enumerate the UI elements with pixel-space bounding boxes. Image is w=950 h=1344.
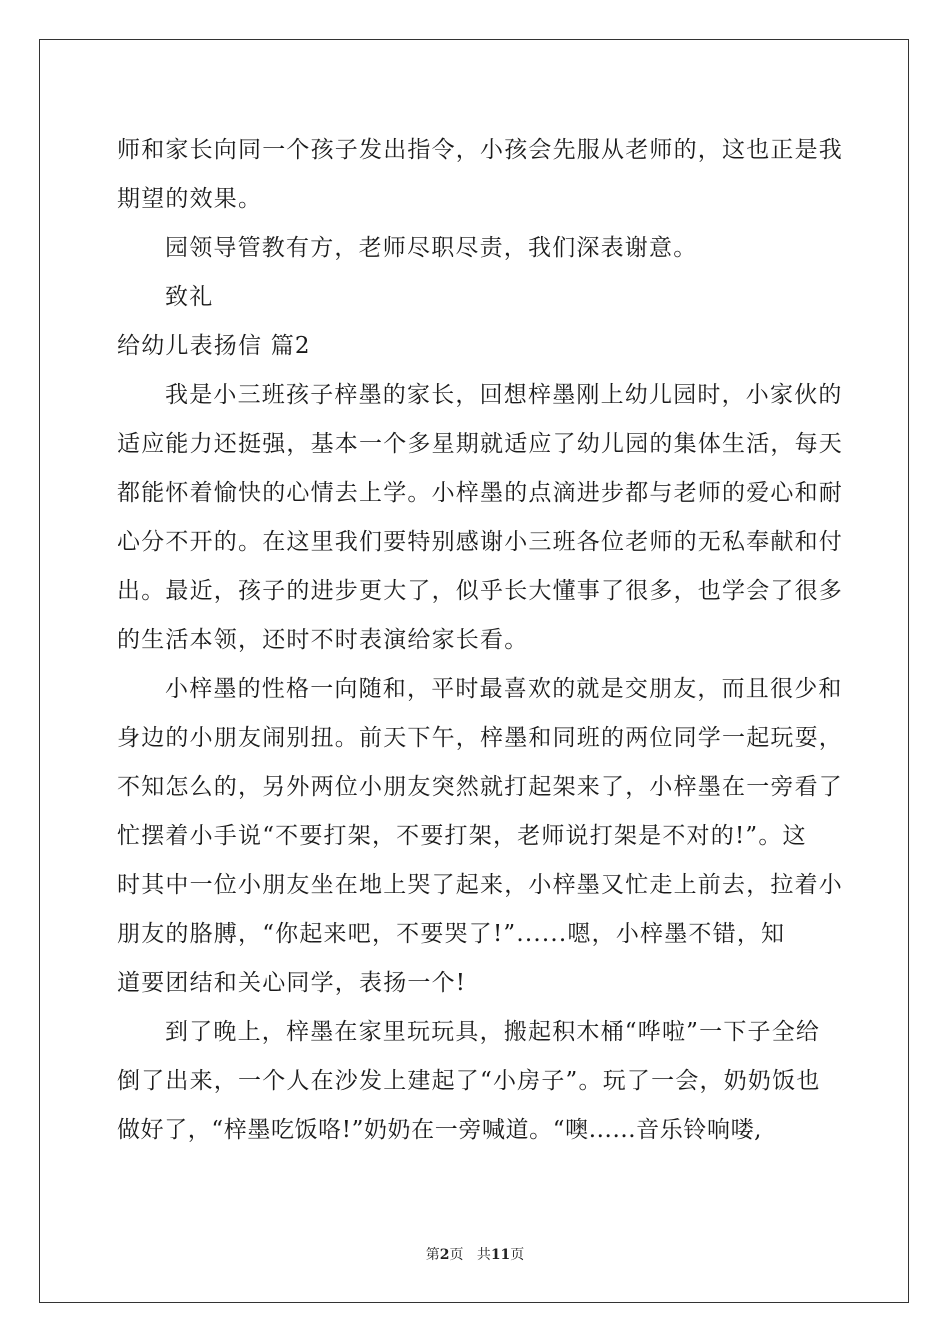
text-line: 的生活本领，还时不时表演给家长看。 <box>117 627 529 653</box>
footer-total-pages: 11 <box>490 1247 511 1263</box>
text-line: 道要团结和关心同学，表扬一个! <box>117 970 467 996</box>
footer-page-suffix: 页 <box>449 1247 464 1263</box>
footer-page-number: 2 <box>439 1247 450 1263</box>
text-line: 出。最近，孩子的进步更大了，似乎长大懂事了很多，也学会了很多 <box>117 578 843 604</box>
footer-prefix: 第 <box>425 1247 440 1263</box>
text-line: 忙摆着小手说“不要打架，不要打架，老师说打架是不对的!”。这 <box>117 823 807 849</box>
text-line: 都能怀着愉快的心情去上学。小梓墨的点滴进步都与老师的爱心和耐 <box>117 480 843 506</box>
text-line: 期望的效果。 <box>117 186 263 212</box>
text-line: 到了晚上，梓墨在家里玩玩具，搬起积木桶“哗啦”一下子全给 <box>165 1019 821 1045</box>
text-line: 时其中一位小朋友坐在地上哭了起来，小梓墨又忙走上前去，拉着小 <box>117 872 843 898</box>
footer-total-prefix: 共 <box>476 1247 491 1263</box>
text-line: 小梓墨的性格一向随和，平时最喜欢的就是交朋友，而且很少和 <box>165 676 843 702</box>
text-line: 身边的小朋友闹别扭。前天下午，梓墨和同班的两位同学一起玩耍， <box>117 725 843 751</box>
text-line: 我是小三班孩子梓墨的家长，回想梓墨刚上幼儿园时，小家伙的 <box>165 382 843 408</box>
text-line: 园领导管教有方，老师尽职尽责，我们深表谢意。 <box>165 235 698 261</box>
document-body <box>117 126 843 1155</box>
closing-salutation: 致礼 <box>165 284 214 310</box>
page-footer <box>0 1244 950 1264</box>
text-line: 做好了，“梓墨吃饭咯!”奶奶在一旁喊道。“噢......音乐铃响喽, <box>117 1117 763 1143</box>
text-line: 心分不开的。在这里我们要特别感谢小三班各位老师的无私奉献和付 <box>117 529 843 555</box>
section-heading: 给幼儿表扬信 篇2 <box>117 333 311 359</box>
text-line: 不知怎么的，另外两位小朋友突然就打起架来了，小梓墨在一旁看了 <box>117 774 843 800</box>
text-line: 朋友的胳膊，“你起来吧，不要哭了!”......嗯，小梓墨不错，知 <box>117 921 786 947</box>
text-line: 师和家长向同一个孩子发出指令，小孩会先服从老师的，这也正是我 <box>117 137 843 163</box>
footer-total-suffix: 页 <box>510 1247 525 1263</box>
text-line: 倒了出来，一个人在沙发上建起了“小房子”。玩了一会，奶奶饭也 <box>117 1068 821 1094</box>
text-line: 适应能力还挺强，基本一个多星期就适应了幼儿园的集体生活，每天 <box>117 431 843 457</box>
